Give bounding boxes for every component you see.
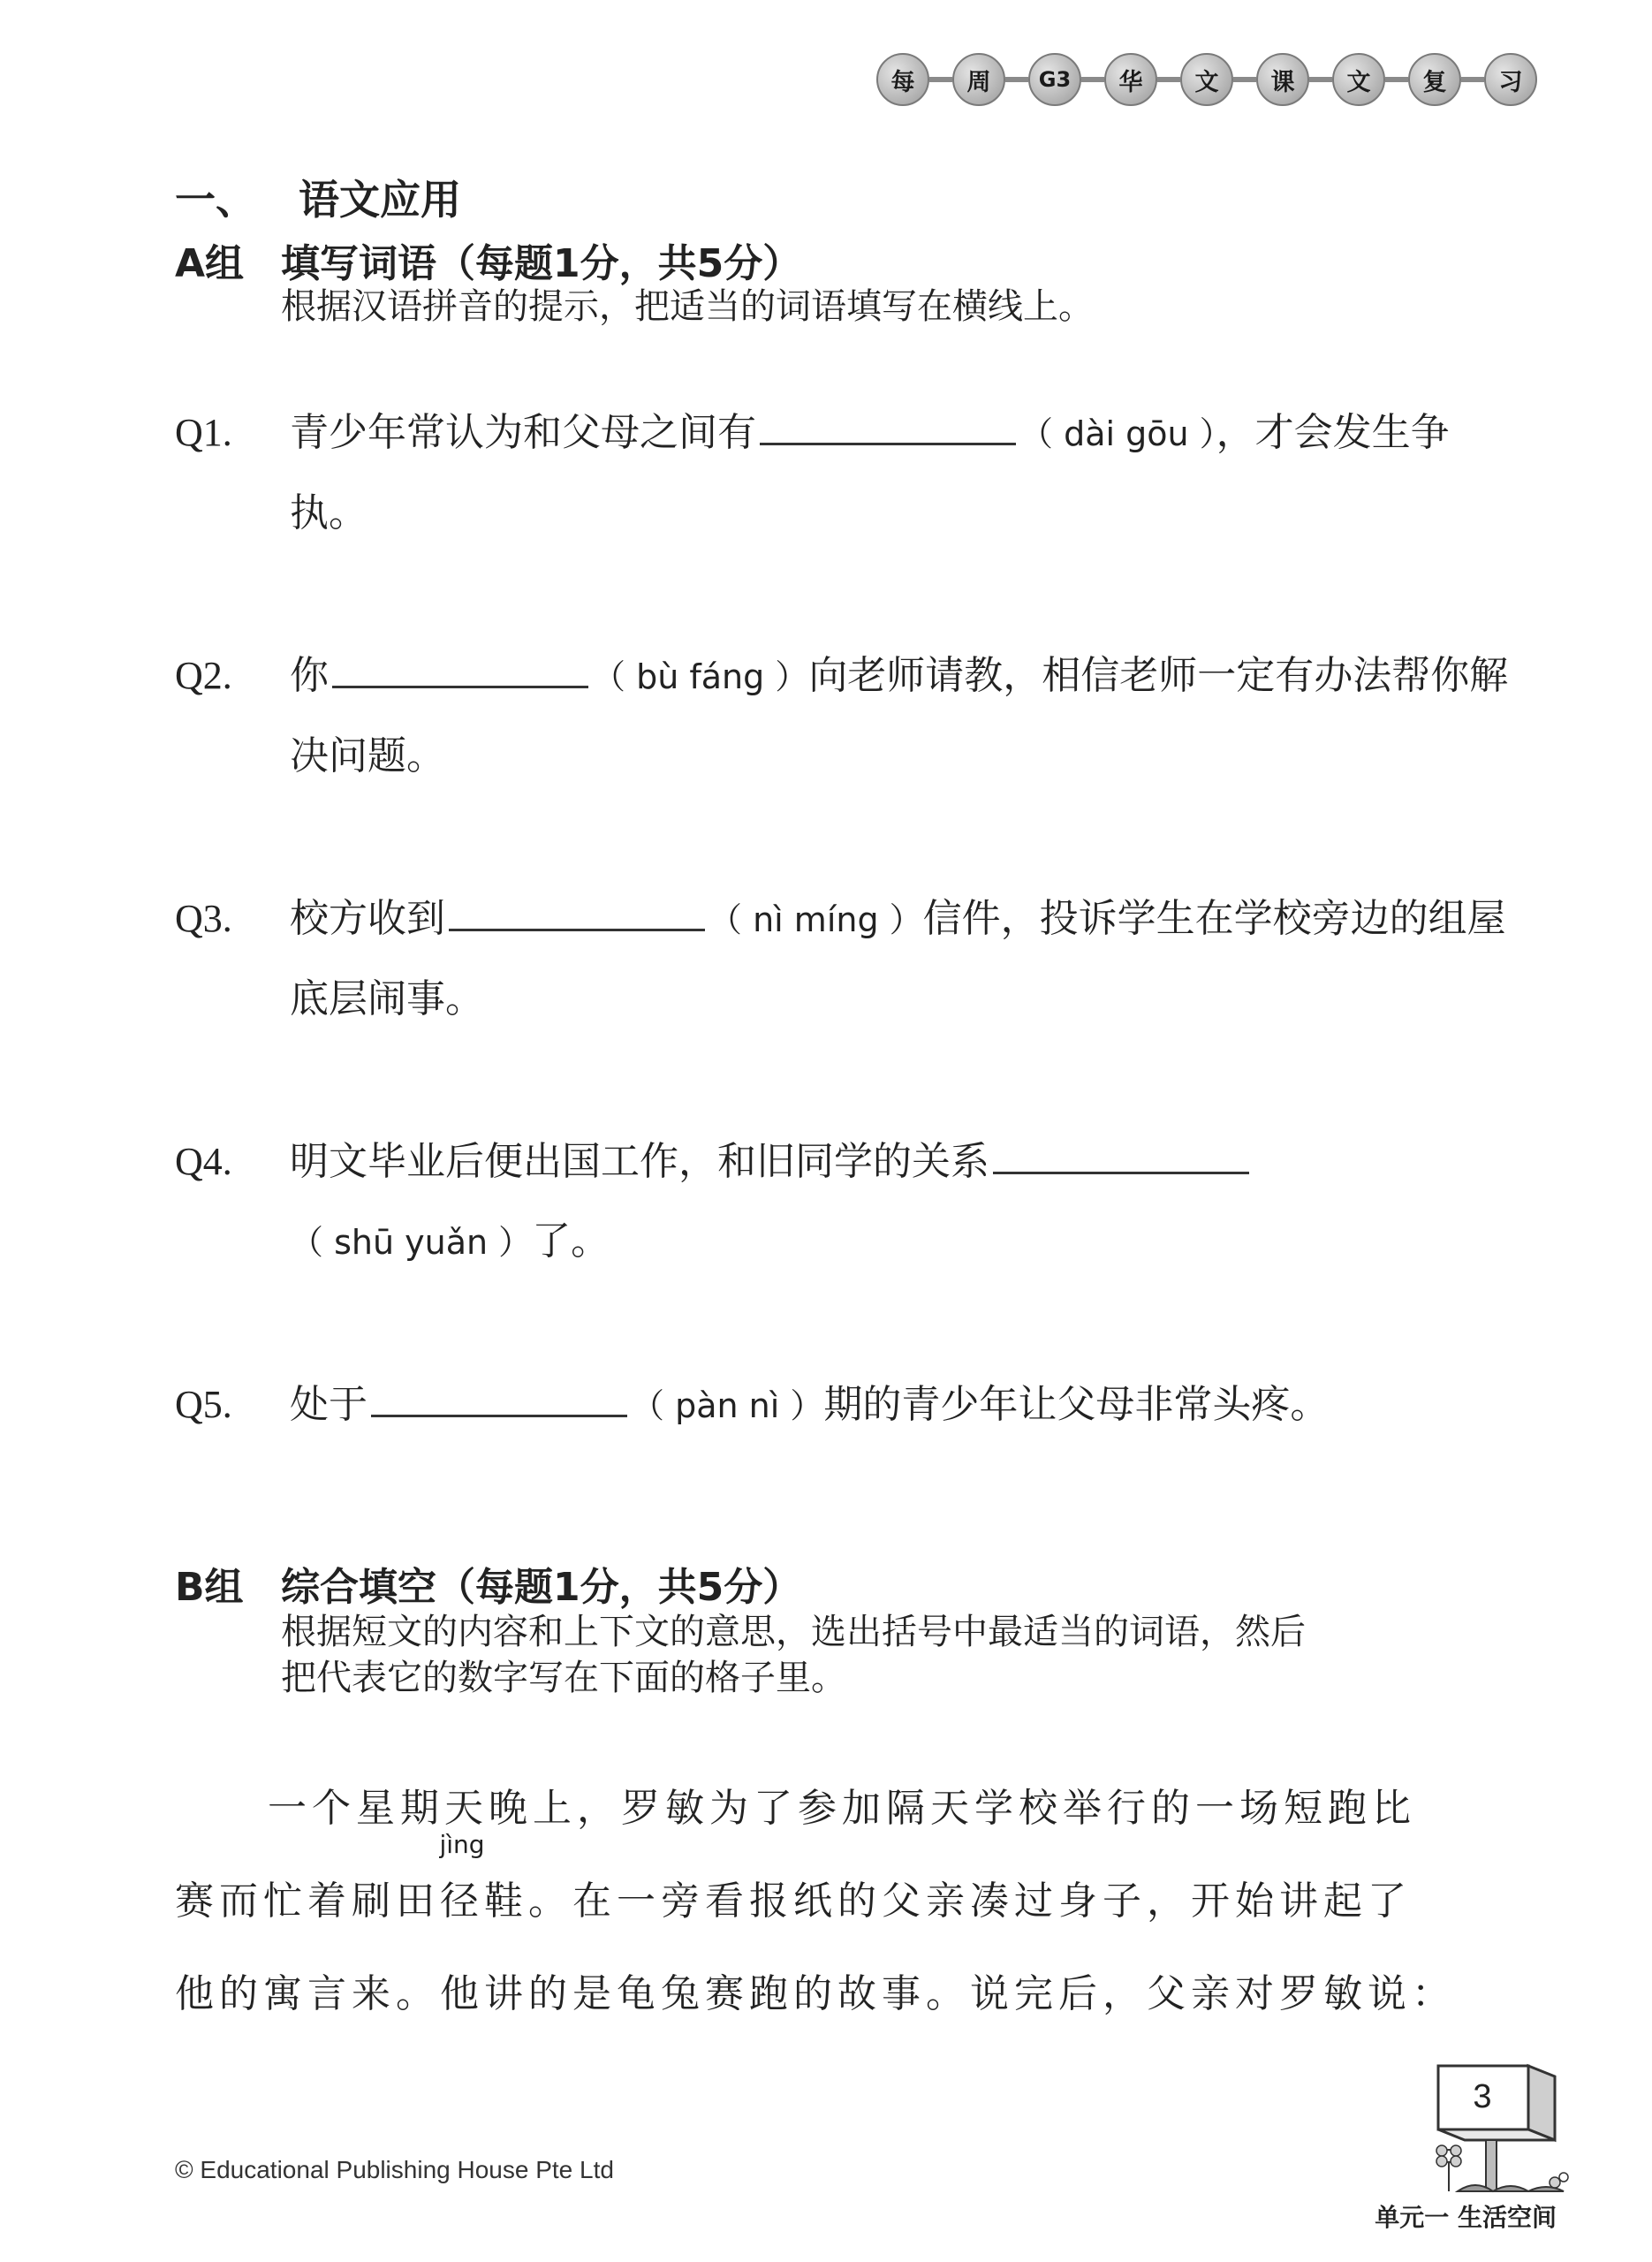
- question-text-after: 向老师请教，相信老师一定有办法帮你解决问题。: [290, 653, 1509, 778]
- header-badge: 复: [1408, 53, 1461, 106]
- question-text-after: ，才会发生争执。: [290, 410, 1450, 535]
- pinyin-hint: （ nì míng ）: [709, 900, 923, 939]
- question-number: Q5.: [175, 1383, 232, 1426]
- badge-connector: [1385, 77, 1408, 82]
- header-badge: 课: [1256, 53, 1309, 106]
- answer-blank[interactable]: [332, 654, 588, 688]
- question-number: Q2.: [175, 654, 232, 697]
- question-number: Q1.: [175, 411, 232, 454]
- passage-line-3: 他的寓言来。他讲的是龟兔赛跑的故事。说完后，父亲对罗敏说：: [175, 1971, 1456, 2016]
- question-text: [290, 1365, 1518, 1446]
- pinyin-hint: （ shū yuǎn ）: [290, 1223, 533, 1262]
- header-badge: 文: [1180, 53, 1233, 106]
- question-2: [175, 636, 1518, 796]
- question-number: Q4.: [175, 1140, 232, 1183]
- header-badge: 华: [1104, 53, 1157, 106]
- unit-label: 单元一 生活空间: [1375, 2203, 1557, 2232]
- header-badge: G3: [1028, 53, 1081, 106]
- question-5: [175, 1365, 1518, 1446]
- passage: [175, 1776, 1527, 2041]
- badge-connector: [1461, 77, 1484, 82]
- group-b-label: B组: [175, 1565, 244, 1610]
- question-text-after: 信件，投诉学生在学校旁边的组屋底层闹事。: [290, 896, 1506, 1021]
- section-index: 一、: [175, 176, 256, 224]
- passage-line-1: 一个星期天晚上，罗敏为了参加隔天学校举行的一场短跑比: [268, 1786, 1416, 1831]
- section-title: [175, 168, 461, 226]
- passage-line-2-before: 赛而忙着刷田: [175, 1879, 440, 1924]
- section-title-text: 语文应用: [299, 176, 461, 224]
- question-number: Q3.: [175, 897, 232, 940]
- passage-line-2: [175, 1830, 1412, 1925]
- answer-blank[interactable]: [760, 411, 1016, 445]
- badge-connector: [1157, 77, 1180, 82]
- question-text-before: 青少年常认为和父母之间有: [290, 410, 756, 455]
- question-text-before: 你: [290, 653, 329, 698]
- question-4: [175, 1122, 1518, 1282]
- answer-blank[interactable]: [993, 1140, 1249, 1174]
- badge-connector: [1233, 77, 1256, 82]
- question-text: [290, 393, 1518, 553]
- ruby-pinyin: jìng: [439, 1830, 485, 1859]
- passage-line-2-after: 鞋。在一旁看报纸的父亲凑过身子，开始讲起了: [484, 1879, 1412, 1924]
- group-b-instruction-line-1: 根据短文的内容和上下文的意思，选出括号中最适当的词语，然后: [281, 1612, 1306, 1652]
- header-badge: 每: [876, 53, 929, 106]
- page-number: 3: [1473, 2078, 1492, 2115]
- pinyin-hint: （ bù fáng ）: [592, 657, 809, 696]
- group-b-title: [175, 1555, 801, 1612]
- ruby-base: 径: [440, 1879, 484, 1924]
- group-a-title: [175, 232, 801, 288]
- badge-connector: [1309, 77, 1332, 82]
- group-a-title-text: 填写词语（每题1分，共5分）: [281, 241, 802, 286]
- group-a-instruction: 根据汉语拼音的提示，把适当的词语填写在横线上。: [281, 286, 1094, 327]
- badge-connector: [1005, 77, 1028, 82]
- answer-blank[interactable]: [449, 897, 705, 931]
- header-badge: 文: [1332, 53, 1385, 106]
- group-b-instruction-line-2: 把代表它的数字写在下面的格子里。: [281, 1658, 846, 1698]
- header-badge: 周: [952, 53, 1005, 106]
- pinyin-hint: （ dài gōu ）: [1019, 414, 1216, 453]
- group-a-label: A组: [175, 241, 245, 286]
- header-badges: [876, 53, 1537, 106]
- question-text-before: 处于: [290, 1382, 368, 1427]
- question-1: [175, 393, 1518, 553]
- pinyin-hint: （ pàn nì ）: [631, 1386, 824, 1425]
- question-text: [290, 636, 1518, 796]
- header-badge: 习: [1484, 53, 1537, 106]
- question-text-after: 期的青少年让父母非常头疼。: [823, 1382, 1330, 1427]
- badge-connector: [929, 77, 952, 82]
- question-text: [290, 879, 1518, 1039]
- answer-blank[interactable]: [371, 1383, 627, 1417]
- ruby-annotated-char: [439, 1830, 485, 1925]
- question-text-after: 了。: [532, 1218, 610, 1264]
- group-b-title-text: 综合填空（每题1分，共5分）: [281, 1565, 802, 1610]
- copyright-notice: © Educational Publishing House Pte Ltd: [175, 2156, 614, 2183]
- question-text: [290, 1122, 1518, 1282]
- question-text-before: 校方收到: [290, 896, 445, 941]
- badge-connector: [1081, 77, 1104, 82]
- question-text-before: 明文毕业后便出国工作，和旧同学的关系: [290, 1139, 989, 1184]
- question-3: [175, 879, 1518, 1039]
